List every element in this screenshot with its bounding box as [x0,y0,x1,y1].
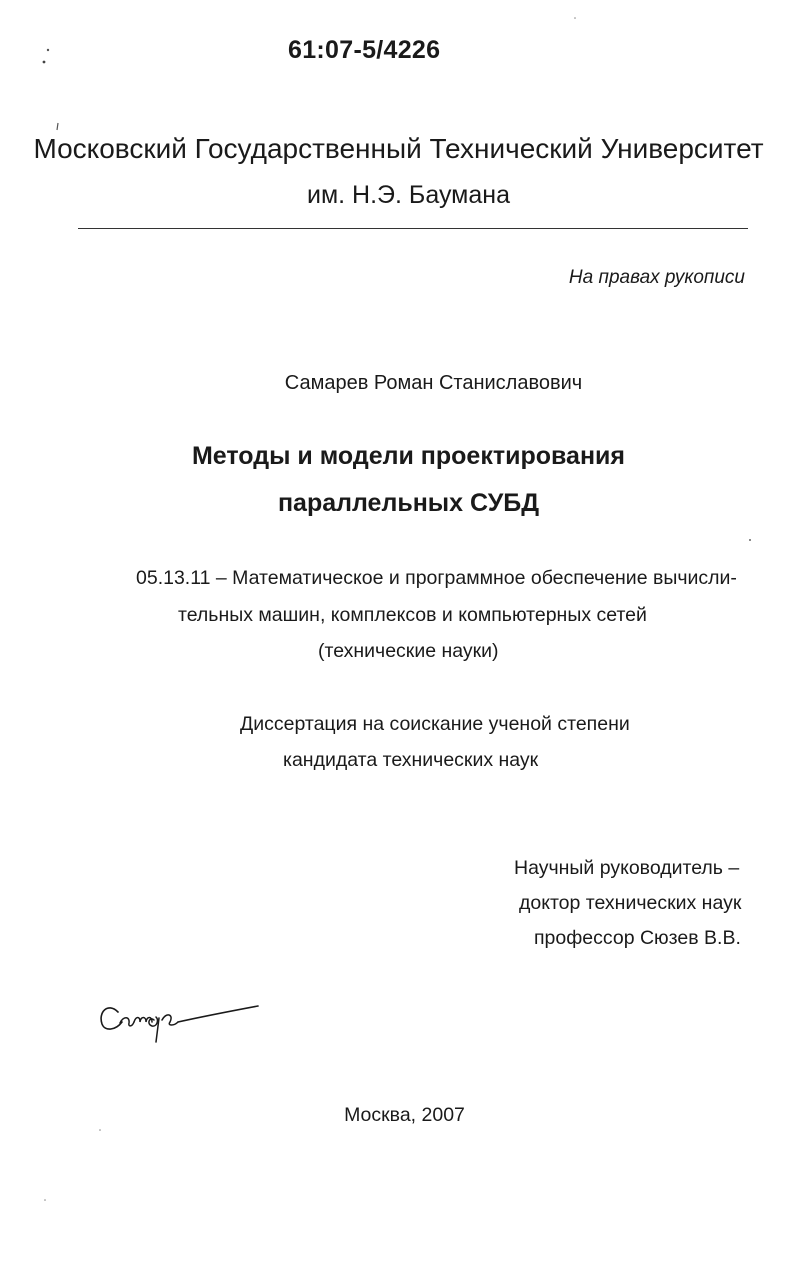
manuscript-note: На правах рукописи [568,267,745,288]
university-named-after: им. Н.Э. Баумана [307,181,510,209]
author-signature [96,990,266,1054]
degree-line-2: кандидата технических наук [283,749,539,771]
header-divider [78,228,748,229]
supervisor-line-2: доктор технических наук [519,892,742,914]
degree-line-1: Диссертация на соискание ученой степени [240,713,630,735]
thesis-title-line-1: Методы и модели проектирования [191,442,626,470]
thesis-title-line-2: параллельных СУБД [277,489,540,517]
author-name: Самарев Роман Станиславович [284,372,583,394]
specialty-line-3: (технические науки) [318,640,499,662]
specialty-line-2: тельных машин, комплексов и компьютерных сетей [178,604,647,626]
supervisor-line-3: профессор Сюзев В.В. [534,927,741,949]
specialty-line-1: 05.13.11 – Математическое и программное обеспечение вычисли- [136,567,737,589]
place-and-year: Москва, 2007 [344,1104,465,1126]
university-name: Московский Государственный Технический Университет [33,133,764,164]
catalog-cipher: 61:07-5/4226 [288,36,441,64]
supervisor-line-1: Научный руководитель – [514,857,740,879]
